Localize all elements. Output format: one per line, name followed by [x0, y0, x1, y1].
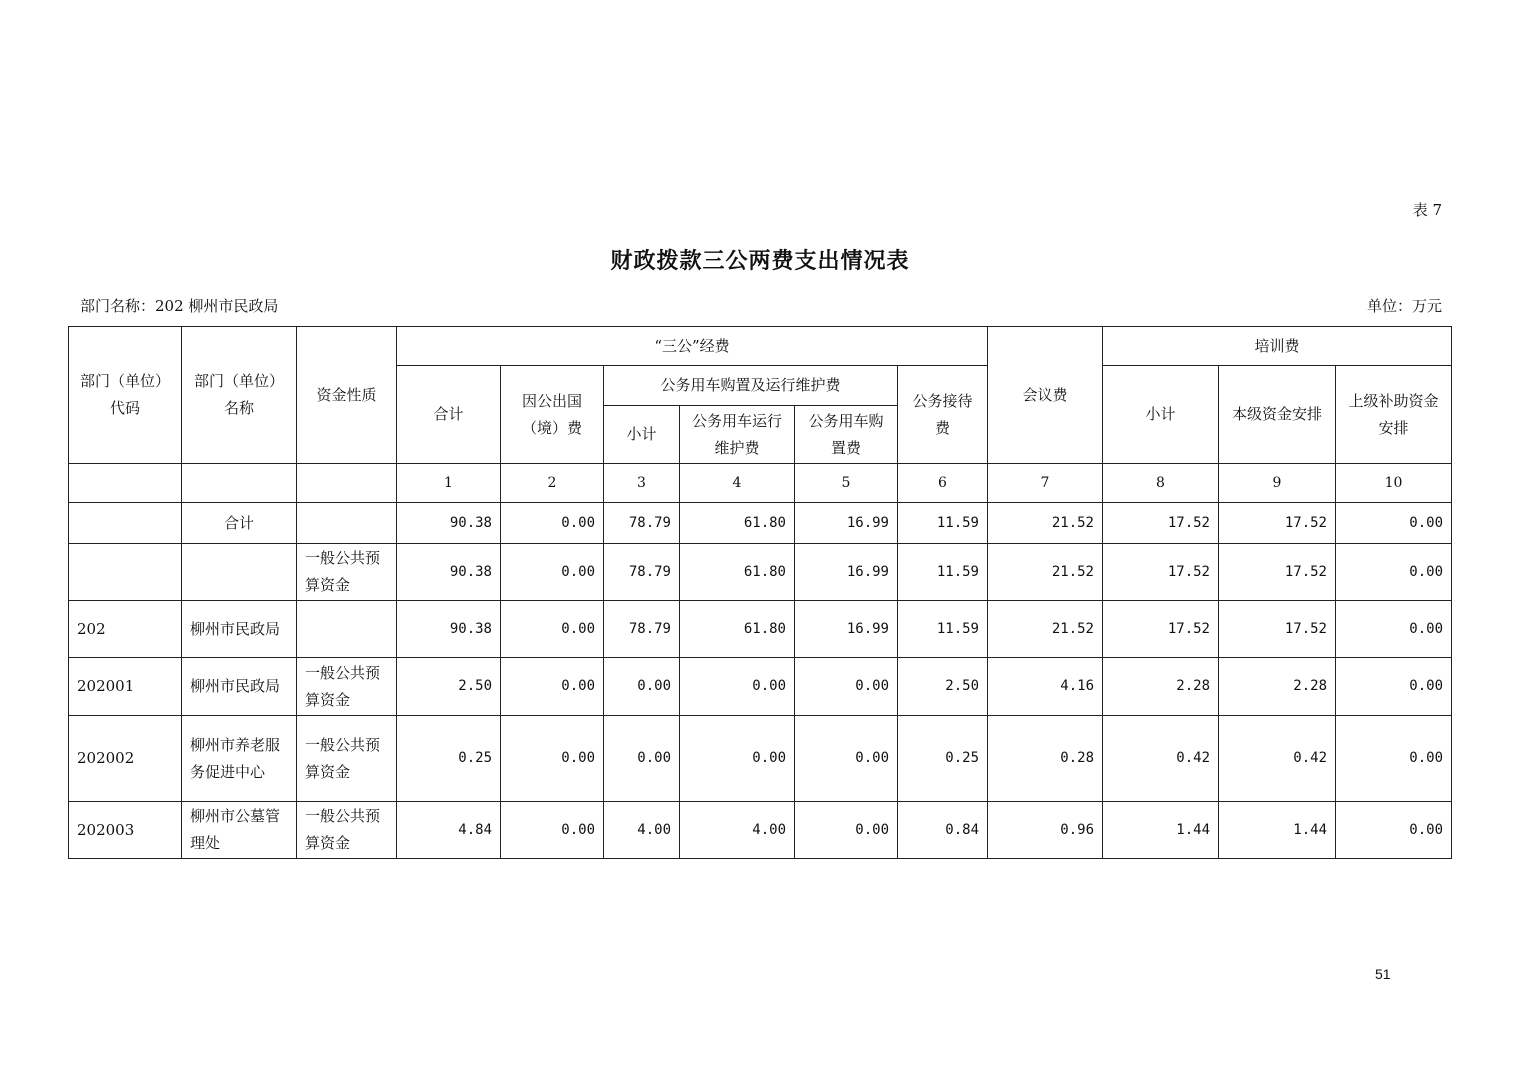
dept-code-cell: 202 [69, 601, 182, 658]
value-cell: 4.00 [680, 802, 795, 859]
table-row [69, 503, 1452, 544]
value-cell: 16.99 [795, 601, 898, 658]
value-cell: 0.00 [680, 716, 795, 802]
fund-type-cell: 一般公共预算资金 [297, 658, 397, 716]
header-vehicle-purchase: 公务用车购置费 [795, 406, 898, 464]
value-cell: 17.52 [1219, 601, 1336, 658]
value-cell: 4.00 [604, 802, 680, 859]
value-cell: 2.28 [1219, 658, 1336, 716]
dept-name-cell: 柳州市养老服务促进中心 [182, 716, 297, 802]
blank-cell [182, 464, 297, 503]
value-cell: 0.00 [1336, 658, 1452, 716]
value-cell: 90.38 [397, 544, 501, 601]
header-training-upper: 上级补助资金安排 [1336, 366, 1452, 464]
value-cell: 0.00 [1336, 503, 1452, 544]
value-cell: 0.00 [1336, 544, 1452, 601]
value-cell: 11.59 [898, 503, 988, 544]
fund-type-cell [297, 503, 397, 544]
value-cell: 16.99 [795, 544, 898, 601]
header-vehicle-subtotal: 小计 [604, 406, 680, 464]
column-number: 5 [795, 464, 898, 503]
header-vehicle: 公务用车购置及运行维护费 [604, 366, 898, 406]
header-abroad: 因公出国（境）费 [501, 366, 604, 464]
column-number: 3 [604, 464, 680, 503]
value-cell: 17.52 [1103, 503, 1219, 544]
fund-type-cell [297, 601, 397, 658]
value-cell: 17.52 [1219, 503, 1336, 544]
fund-type-cell: 一般公共预算资金 [297, 716, 397, 802]
value-cell: 78.79 [604, 544, 680, 601]
value-cell: 0.25 [397, 716, 501, 802]
column-number: 6 [898, 464, 988, 503]
value-cell: 0.00 [501, 716, 604, 802]
header-training-subtotal: 小计 [1103, 366, 1219, 464]
value-cell: 17.52 [1103, 601, 1219, 658]
table-number: 表 7 [1412, 201, 1442, 219]
value-cell: 0.00 [1336, 716, 1452, 802]
value-cell: 21.52 [988, 544, 1103, 601]
column-number: 1 [397, 464, 501, 503]
table-row [69, 544, 1452, 601]
value-cell: 2.28 [1103, 658, 1219, 716]
value-cell: 90.38 [397, 601, 501, 658]
dept-code-cell [69, 544, 182, 601]
value-cell: 1.44 [1103, 802, 1219, 859]
value-cell: 4.84 [397, 802, 501, 859]
table-row [69, 716, 1452, 802]
department-name: 部门名称：202 柳州市民政局 [80, 297, 279, 315]
column-number: 7 [988, 464, 1103, 503]
value-cell: 11.59 [898, 544, 988, 601]
value-cell: 61.80 [680, 503, 795, 544]
column-number: 10 [1336, 464, 1452, 503]
dept-code-cell: 202001 [69, 658, 182, 716]
value-cell: 17.52 [1219, 544, 1336, 601]
fund-type-cell: 一般公共预算资金 [297, 544, 397, 601]
expenditure-table [68, 326, 1452, 859]
dept-code-cell [69, 503, 182, 544]
column-number: 2 [501, 464, 604, 503]
dept-code-cell: 202003 [69, 802, 182, 859]
value-cell: 0.28 [988, 716, 1103, 802]
blank-cell [297, 464, 397, 503]
value-cell: 0.00 [680, 658, 795, 716]
header-training: 培训费 [1103, 327, 1452, 366]
value-cell: 0.00 [795, 658, 898, 716]
table-row [69, 802, 1452, 859]
value-cell: 0.00 [1336, 802, 1452, 859]
dept-name-cell: 柳州市公墓管理处 [182, 802, 297, 859]
header-vehicle-operation: 公务用车运行维护费 [680, 406, 795, 464]
column-number: 4 [680, 464, 795, 503]
value-cell: 0.00 [604, 658, 680, 716]
dept-name-cell [182, 544, 297, 601]
value-cell: 16.99 [795, 503, 898, 544]
value-cell: 21.52 [988, 601, 1103, 658]
value-cell: 0.84 [898, 802, 988, 859]
dept-code-cell: 202002 [69, 716, 182, 802]
value-cell: 2.50 [397, 658, 501, 716]
value-cell: 90.38 [397, 503, 501, 544]
value-cell: 61.80 [680, 544, 795, 601]
column-number: 8 [1103, 464, 1219, 503]
value-cell: 78.79 [604, 601, 680, 658]
value-cell: 61.80 [680, 601, 795, 658]
column-number: 9 [1219, 464, 1336, 503]
value-cell: 0.00 [795, 802, 898, 859]
value-cell: 2.50 [898, 658, 988, 716]
value-cell: 0.25 [898, 716, 988, 802]
value-cell: 4.16 [988, 658, 1103, 716]
header-reception: 公务接待费 [898, 366, 988, 464]
value-cell: 0.00 [501, 658, 604, 716]
header-fund-type: 资金性质 [297, 327, 397, 464]
header-training-own: 本级资金安排 [1219, 366, 1336, 464]
value-cell: 0.00 [501, 544, 604, 601]
table-row [69, 601, 1452, 658]
value-cell: 0.96 [988, 802, 1103, 859]
dept-name-cell: 柳州市民政局 [182, 601, 297, 658]
dept-name-cell: 柳州市民政局 [182, 658, 297, 716]
value-cell: 0.00 [604, 716, 680, 802]
header-total: 合计 [397, 366, 501, 464]
value-cell: 1.44 [1219, 802, 1336, 859]
header-dept-code: 部门（单位）代码 [69, 327, 182, 464]
table-body [69, 503, 1452, 859]
value-cell: 0.00 [1336, 601, 1452, 658]
value-cell: 0.00 [795, 716, 898, 802]
value-cell: 0.00 [501, 802, 604, 859]
header-meeting: 会议费 [988, 327, 1103, 464]
value-cell: 0.42 [1219, 716, 1336, 802]
value-cell: 11.59 [898, 601, 988, 658]
column-number-row [69, 464, 1452, 503]
dept-name-cell: 合计 [182, 503, 297, 544]
value-cell: 0.00 [501, 503, 604, 544]
value-cell: 17.52 [1103, 544, 1219, 601]
table-header [69, 327, 1452, 503]
page-title: 财政拨款三公两费支出情况表 [610, 248, 910, 274]
unit-label: 单位：万元 [1366, 297, 1442, 315]
header-sangong: “三公”经费 [397, 327, 988, 366]
table-row [69, 658, 1452, 716]
value-cell: 78.79 [604, 503, 680, 544]
blank-cell [69, 464, 182, 503]
fund-type-cell: 一般公共预算资金 [297, 802, 397, 859]
header-dept-name: 部门（单位）名称 [182, 327, 297, 464]
value-cell: 0.42 [1103, 716, 1219, 802]
page-number: 51 [1375, 966, 1391, 982]
value-cell: 21.52 [988, 503, 1103, 544]
value-cell: 0.00 [501, 601, 604, 658]
